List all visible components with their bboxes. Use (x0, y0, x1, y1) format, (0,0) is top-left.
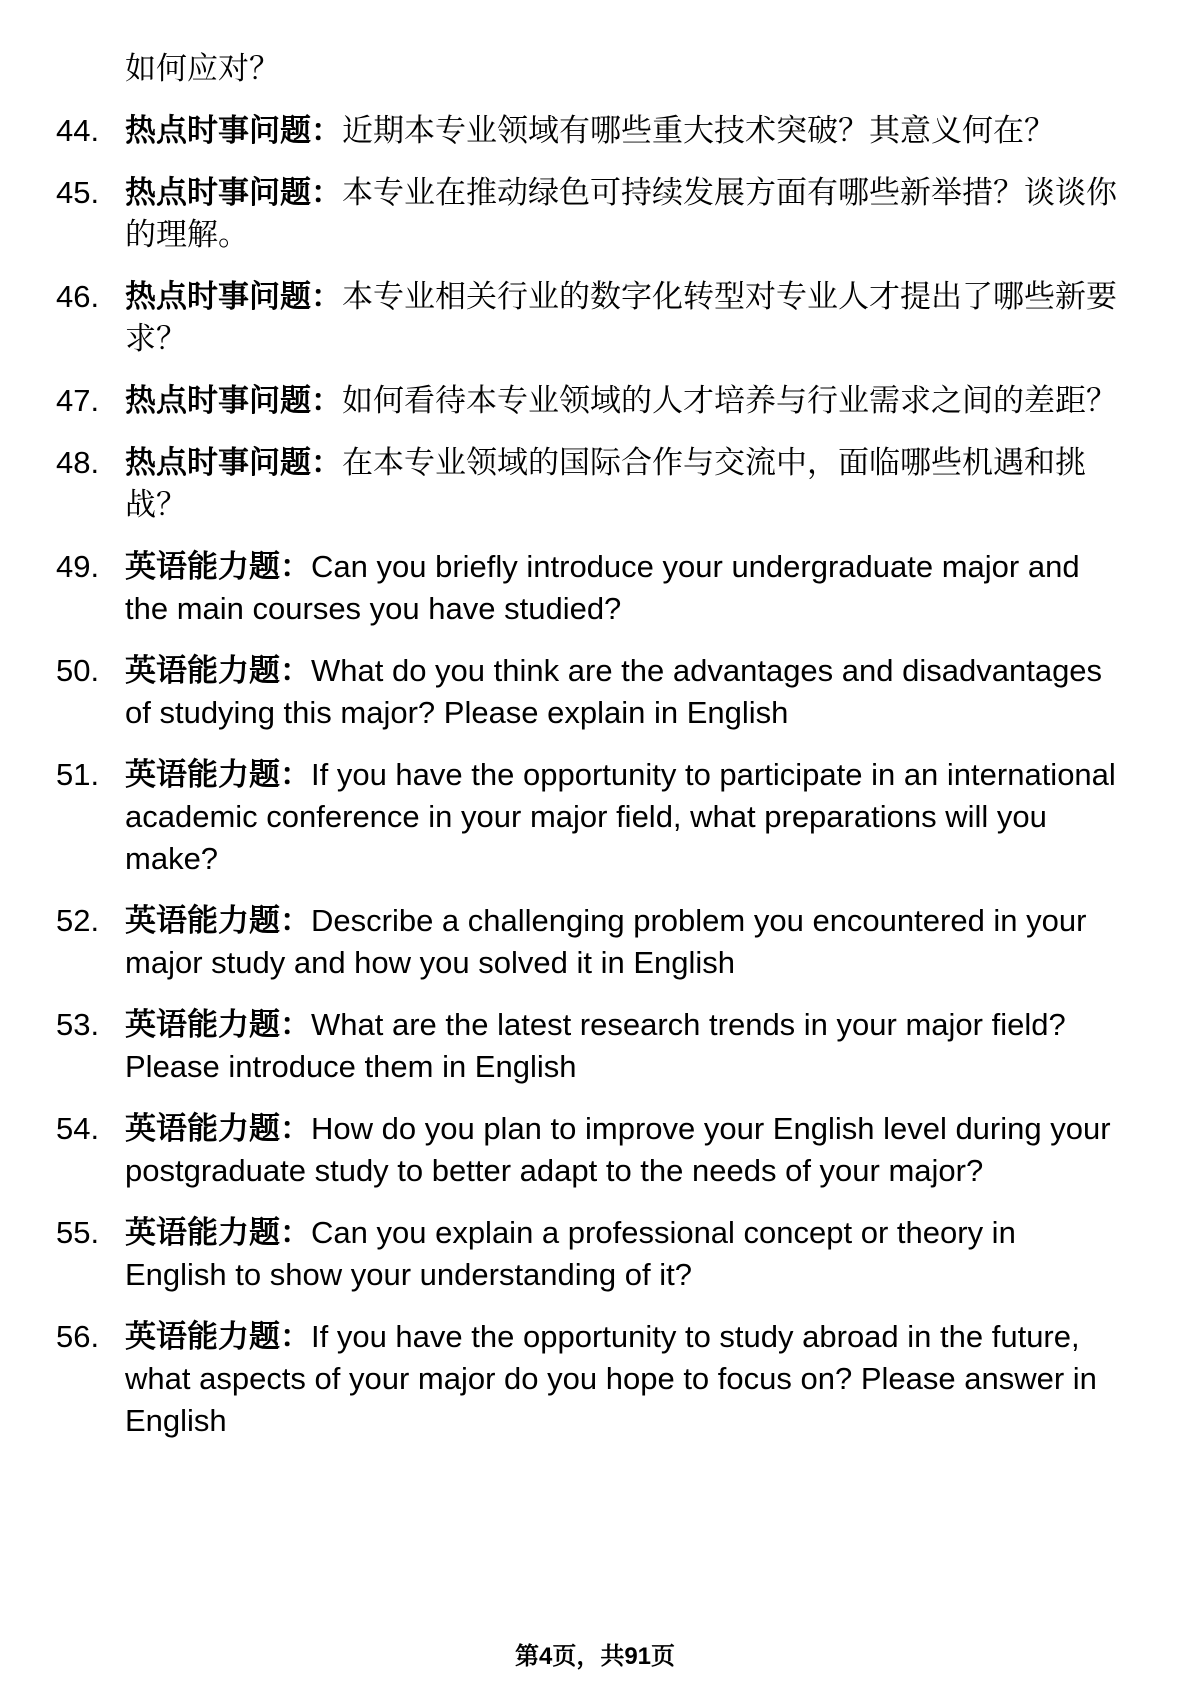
question-item (0, 1212, 1190, 1296)
question-category: 英语能力题： (125, 1319, 311, 1354)
page-footer: 第4页，共91页 (514, 1643, 676, 1670)
question-number: 45. (56, 175, 100, 210)
question-text: What do you think are the advantages and disadvantages of studying this major? Please explain in English (125, 653, 1103, 730)
question-item (0, 1108, 1190, 1192)
question-text: What are the latest research trends in your major field? Please introduce them in English (125, 1007, 1066, 1084)
question-item (0, 900, 1190, 984)
question-item (0, 442, 1190, 526)
continuation-text: 如何应对？ (125, 51, 280, 86)
question-text: 如何看待本专业领域的人才培养与行业需求之间的差距？ (342, 383, 1117, 418)
question-category: 英语能力题： (125, 549, 311, 584)
question-category: 热点时事问题： (125, 445, 342, 480)
question-item (0, 172, 1190, 256)
question-number: 54. (56, 1111, 100, 1146)
question-category: 英语能力题： (125, 757, 311, 792)
question-category: 热点时事问题： (125, 383, 342, 418)
question-text: 本专业在推动绿色可持续发展方面有哪些新举措？谈谈你的理解。 (125, 175, 1117, 252)
question-item (0, 1004, 1190, 1088)
question-text: Can you explain a professional concept or theory in English to show your understanding of it? (125, 1215, 1016, 1292)
question-text: 本专业相关行业的数字化转型对专业人才提出了哪些新要求？ (125, 279, 1117, 356)
question-number: 53. (56, 1007, 100, 1042)
question-number: 47. (56, 383, 100, 418)
question-category: 热点时事问题： (125, 113, 342, 148)
question-text: 在本专业领域的国际合作与交流中，面临哪些机遇和挑战？ (125, 445, 1086, 522)
question-category: 英语能力题： (125, 1111, 311, 1146)
question-category: 英语能力题： (125, 1007, 311, 1042)
question-text: 近期本专业领域有哪些重大技术突破？其意义何在？ (342, 113, 1055, 148)
question-number: 55. (56, 1215, 100, 1250)
question-category: 热点时事问题： (125, 279, 342, 314)
question-text: Describe a challenging problem you encountered in your major study and how you solved it in English (125, 903, 1087, 980)
question-item (0, 1316, 1190, 1442)
question-number: 44. (56, 113, 100, 148)
question-number: 56. (56, 1319, 100, 1354)
question-number: 49. (56, 549, 100, 584)
question-number: 52. (56, 903, 100, 938)
question-text: Can you briefly introduce your undergraduate major and the main courses you have studied? (125, 549, 1080, 626)
question-text: If you have the opportunity to participate in an international academic conference in your major field, what preparations will you make? (125, 757, 1116, 876)
question-category: 英语能力题： (125, 653, 311, 688)
question-category: 英语能力题： (125, 1215, 311, 1250)
question-category: 英语能力题： (125, 903, 311, 938)
question-item (0, 546, 1190, 630)
question-category: 热点时事问题： (125, 175, 342, 210)
question-number: 50. (56, 653, 100, 688)
question-list (0, 48, 1190, 1462)
question-item (0, 276, 1190, 360)
question-text: How do you plan to improve your English level during your postgraduate study to better adapt to the needs of your major? (125, 1111, 1111, 1188)
question-number: 48. (56, 445, 100, 480)
question-number: 51. (56, 757, 100, 792)
question-item (0, 754, 1190, 880)
question-text: If you have the opportunity to study abroad in the future, what aspects of your major do you hope to focus on? Please answer in English (125, 1319, 1097, 1438)
question-item (0, 110, 1190, 152)
question-item (0, 380, 1190, 422)
question-number: 46. (56, 279, 100, 314)
question-item (0, 650, 1190, 734)
